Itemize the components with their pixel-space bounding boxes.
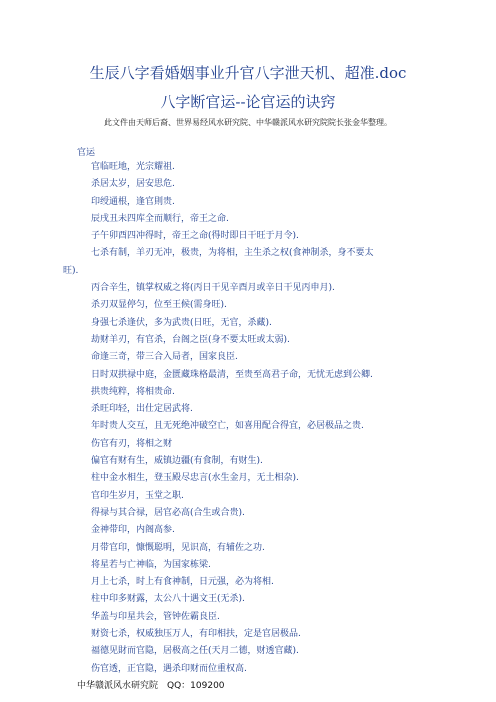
page-footer: 中华赣派风水研究院 QQ：109200 (77, 681, 225, 691)
text-line: 福德见財而官隐，居极高之任(天月二德，财透官藏). (91, 646, 299, 657)
text-line: 得禄与其合禄，居官必高(合生或合贵). (91, 507, 245, 518)
text-line: 辰戌丑未四库全而顺行，帝王之命. (91, 213, 229, 224)
text-line: 柱中印多财露，太公八十遇文王(无杀). (91, 594, 245, 605)
text-line: 劫财羊刃，有官杀，台阁之臣(身不要太旺或太弱). (91, 334, 290, 345)
text-line: 命逢三奇，带三合入局者，国家良臣. (91, 352, 238, 363)
compiler-note: 此文件由天师后裔、世界易经风水研究院、中华赣派风水研究院院长张金华整理。 (104, 118, 392, 127)
text-line: 月上七杀，时上有食神制，日元强，必为将相. (91, 577, 274, 588)
text-line: 印绶通根，逢官則贵. (91, 196, 175, 207)
text-line: 柱中金水相生，登玉殿尽忠言(水生金月，无土相杂). (91, 473, 299, 484)
text-line: 财资七杀，权威独压万人，有印相扶，定是官居极品. (91, 629, 301, 640)
text-line: 七杀有制，羊刃无冲，极贵，为将相，主生杀之权(食神制杀，身不要太 (91, 248, 374, 259)
document-subtitle-heading: 八字断官运--论官运的诀窍 (160, 93, 336, 111)
text-line: 伤官透，正官隐，遇杀印财而位重权高. (91, 663, 247, 674)
text-line: 偏官有财有生，威镇边疆(有食制，有财生). (91, 456, 263, 467)
text-body (63, 159, 443, 678)
text-line: 将星若与亡神临，为国家栋梁. (91, 559, 211, 570)
text-line: 官临旺地，光宗耀祖. (91, 162, 175, 172)
text-line: 杀刃双显停匀，位至王候(需身旺). (91, 300, 227, 311)
text-line: 杀旺印轻，出仕定居武将. (91, 404, 193, 415)
text-line: 旺). (63, 265, 79, 276)
text-line: 日时双拱禄中庭，金匮藏珠格最清，至贵至高君子命，无忧无虑到公卿. (91, 369, 373, 380)
document-title: 生辰八字看婚姻事业升官八字泄天机、超准.doc (89, 64, 407, 82)
text-line: 杀居太岁，居安思危. (91, 179, 175, 190)
text-line: 官印生岁月，玉堂之职. (91, 490, 184, 501)
text-line: 伤官有刃，将相之财 (91, 438, 173, 449)
text-line: 月带官印，慷慨聪明，见识高，有辅佐之功. (91, 542, 265, 553)
text-line: 年时贵人交互，且无死绝冲破空亡，如喜用配合得宜，必居极品之贵. (91, 421, 364, 432)
text-line: 华盖与印星共会，管钟佐霸良臣. (91, 611, 220, 622)
text-line: 身强七杀逢伏，多为武贵(日旺，无官，杀藏). (91, 317, 272, 328)
text-line: 丙合辛生，镇掌权威之将(丙日干见辛酉月或辛日干见丙申月). (91, 283, 335, 294)
text-line: 拱贵纯粹，将相贵命. (91, 386, 175, 397)
text-line: 子午卯酉四冲得时，帝王之命(得时即日干旺于月令). (91, 231, 299, 242)
section-heading: 官运 (77, 148, 96, 158)
text-line: 金神带印，内阁高参. (91, 525, 175, 536)
